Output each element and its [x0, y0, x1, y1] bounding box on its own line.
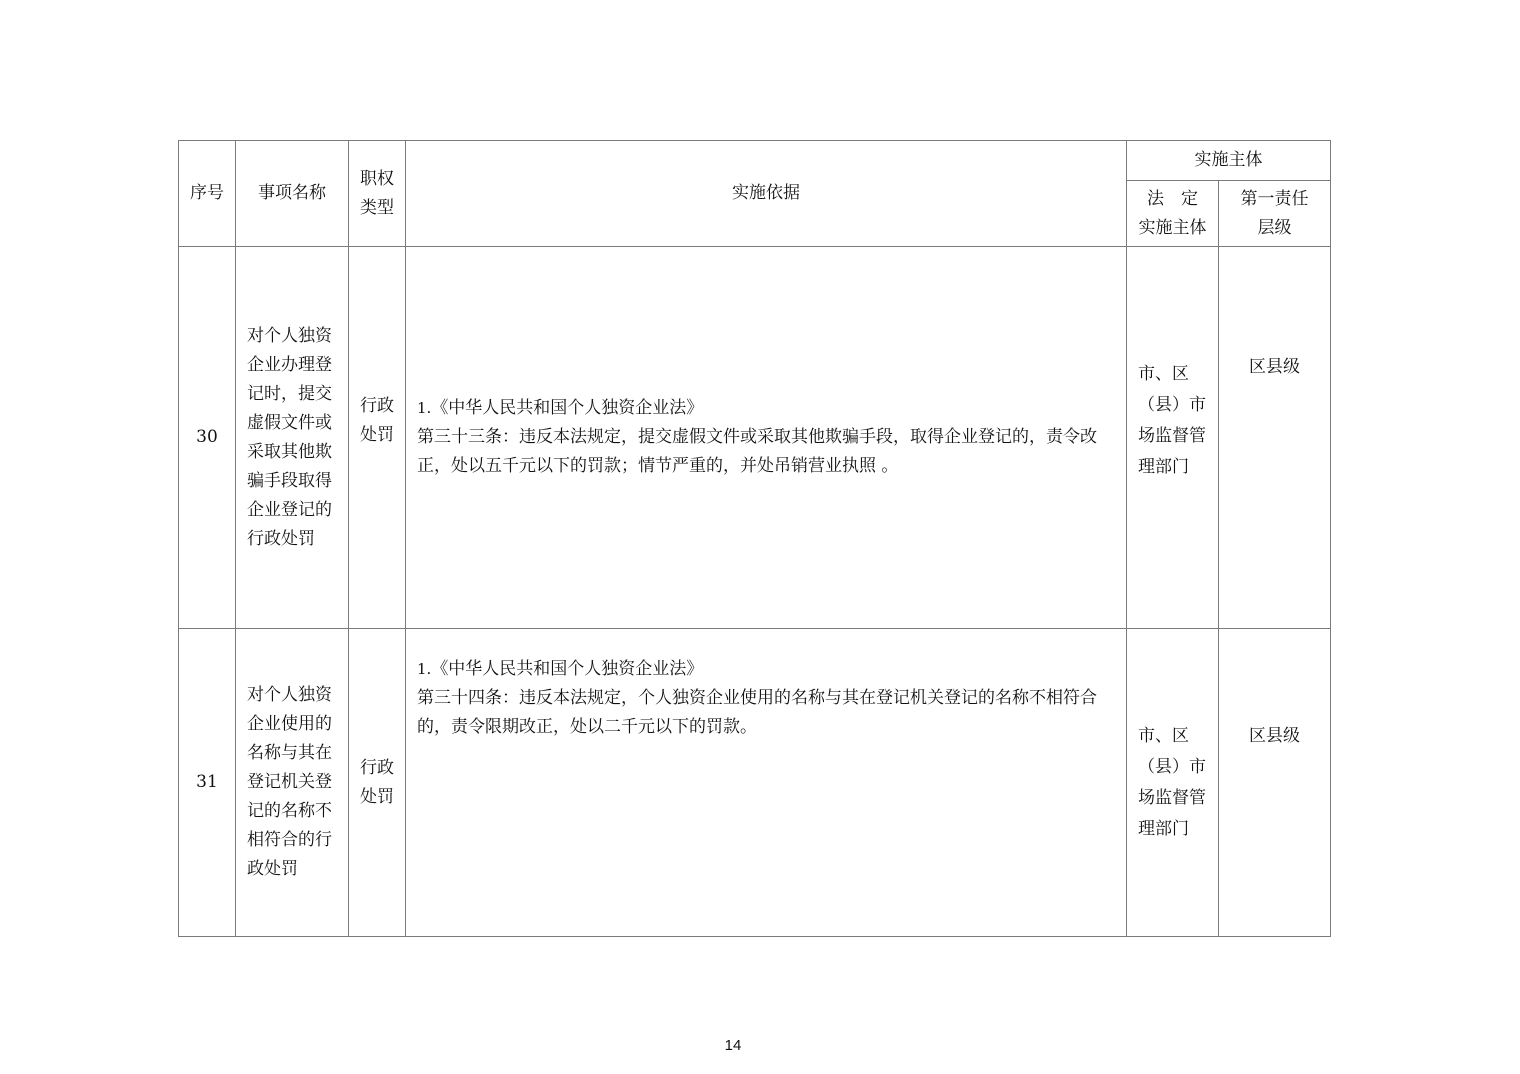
row-legal-subject: 市、区（县）市场监督管理部门 [1127, 247, 1219, 629]
header-basis: 实施依据 [406, 141, 1127, 247]
header-power-type-line1: 职权 [360, 168, 394, 189]
header-power-type [349, 141, 406, 247]
header-legal-subject-line1: 法 定 [1147, 188, 1198, 209]
header-item-name: 事项名称 [236, 141, 349, 247]
page-number: 14 [724, 1037, 742, 1054]
basis-index: 1. [417, 660, 432, 678]
header-power-type-line2: 类型 [360, 197, 394, 218]
table-row [179, 629, 1331, 937]
header-seq: 序号 [179, 141, 236, 247]
header-legal-subject-line2: 实施主体 [1138, 217, 1207, 238]
header-first-level [1219, 181, 1331, 247]
basis-title: 《中华人民共和国个人独资企业法》 [431, 398, 704, 418]
row-basis [406, 629, 1127, 937]
basis-index: 1. [417, 399, 432, 417]
header-first-level-line1: 第一责任 [1240, 188, 1309, 209]
row-seq: 30 [179, 247, 236, 629]
basis-title-line [417, 655, 1116, 684]
basis-text: 第三十四条：违反本法规定，个人独资企业使用的名称与其在登记机关登记的名称不相符合的，责令限期改正，处以二千元以下的罚款。 [417, 688, 1097, 737]
header-subject-group: 实施主体 [1127, 141, 1331, 181]
row-first-level: 区县级 [1219, 629, 1331, 937]
row-item-name: 对个人独资企业使用的名称与其在登记机关登记的名称不相符合的行政处罚 [236, 629, 349, 937]
row-basis [406, 247, 1127, 629]
row-seq: 31 [179, 629, 236, 937]
row-power-type: 行政处罚 [349, 629, 406, 937]
basis-title: 《中华人民共和国个人独资企业法》 [431, 659, 704, 679]
row-first-level: 区县级 [1219, 247, 1331, 629]
enforcement-table [178, 140, 1331, 937]
row-item-name: 对个人独资企业办理登记时，提交虚假文件或采取其他欺骗手段取得企业登记的行政处罚 [236, 247, 349, 629]
header-first-level-line2: 层级 [1257, 217, 1292, 238]
basis-text: 第三十三条：违反本法规定，提交虚假文件或采取其他欺骗手段，取得企业登记的，责令改正，处以五千元以下的罚款；情节严重的，并处吊销营业执照 。 [417, 427, 1097, 476]
header-legal-subject [1127, 181, 1219, 247]
basis-title-line [417, 394, 1116, 423]
row-power-type: 行政处罚 [349, 247, 406, 629]
table-row [179, 247, 1331, 629]
row-legal-subject: 市、区（县）市场监督管理部门 [1127, 629, 1219, 937]
